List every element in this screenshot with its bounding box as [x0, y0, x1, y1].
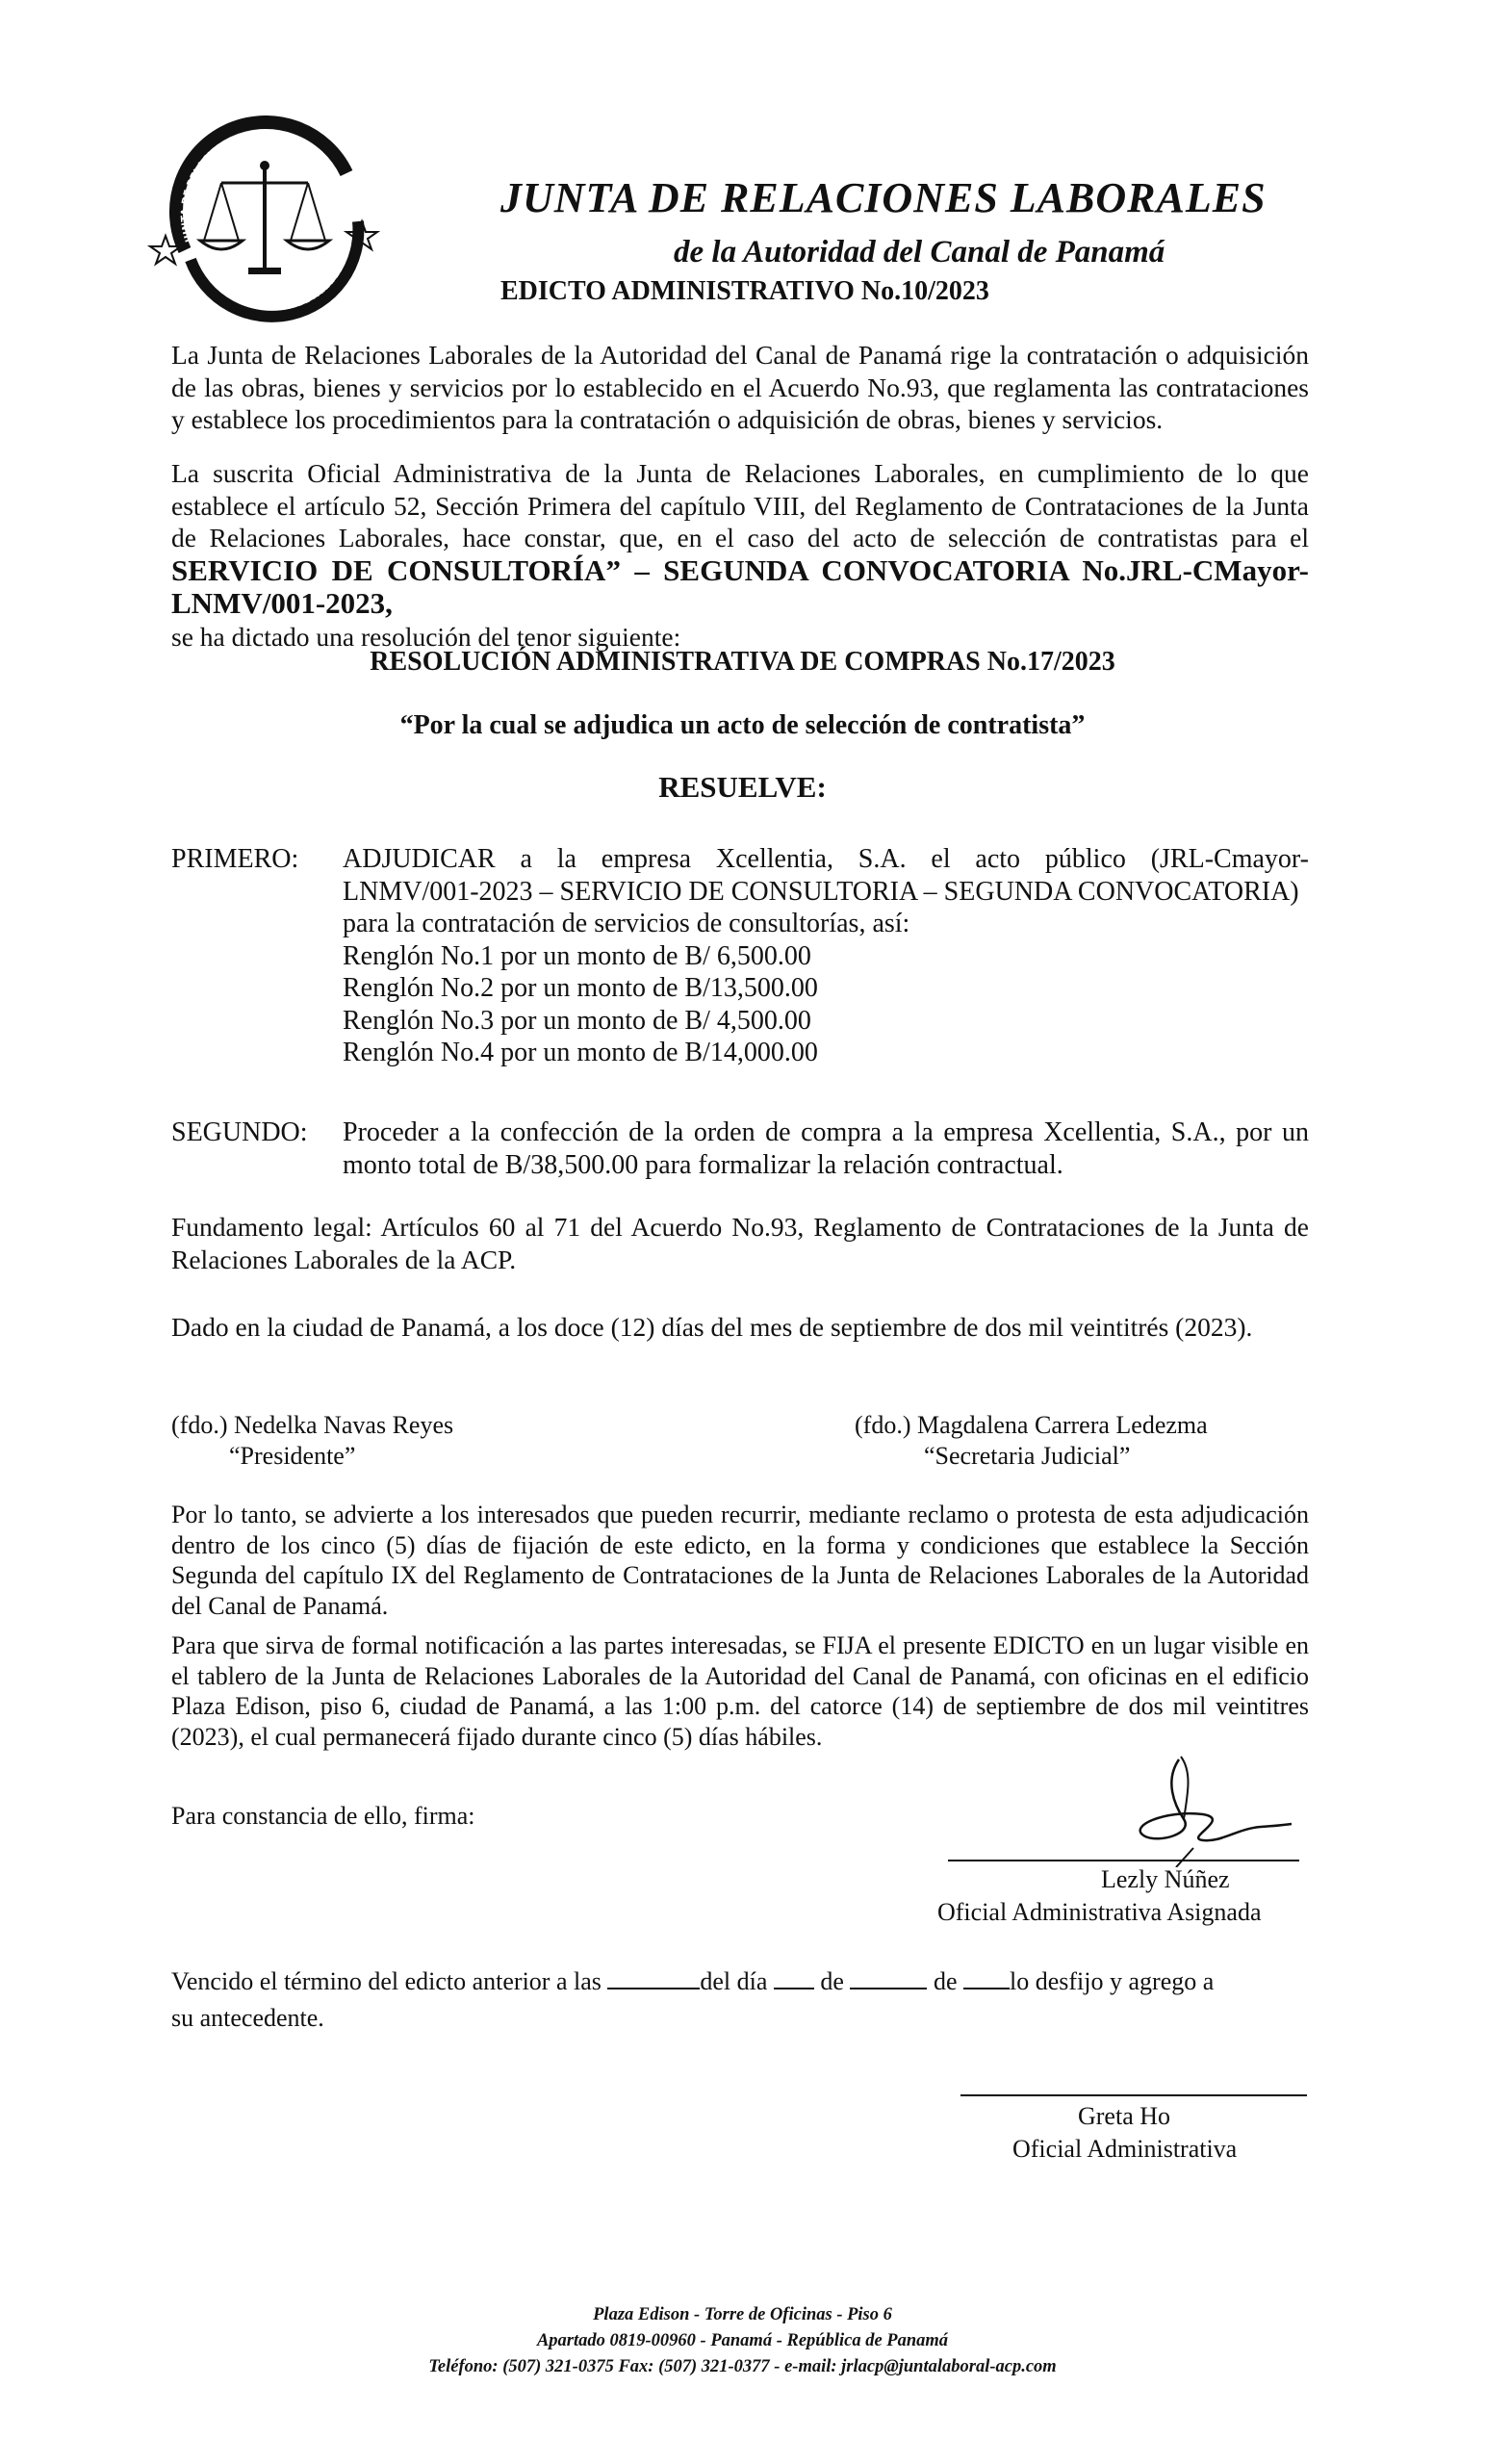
removal-text: Vencido el término del edicto anterior a las [171, 1967, 602, 1995]
footer-contact: Teléfono: (507) 321-0375 Fax: (507) 321-0377 - e-mail: jrlacp@juntalaboral-acp.com [428, 2357, 1057, 2376]
service-name: SERVICIO DE CONSULTORÍA” – SEGUNDA CONVOCATORIA No.JRL-CMayor-LNMV/001-2023, [171, 552, 1309, 620]
renglon-item: Renglón No.1 por un monto de B/ 6,500.00 [343, 940, 811, 971]
signer-role: Oficial Administrativa [1012, 2135, 1238, 2163]
segundo-label: SEGUNDO: [171, 1117, 308, 1147]
attestation-line: Para constancia de ello, firma: [171, 1802, 475, 1830]
footer-address: Plaza Edison - Torre de Oficinas - Piso 6 [593, 2305, 892, 2324]
notice-paragraph: Por lo tanto, se advierte a los interesados que pueden recurrir, mediante reclamo o protesta de esta adjudicación dentro de los cinco (5) días de fijación de este edicto, en la forma y condiciones que establece la Sección Segunda del capítulo IX del Reglamento de Contrataciones de la Junta de Relaciones Laborales de la Autoridad del Canal de Panamá. [171, 1501, 1309, 1620]
signature-line [960, 2094, 1307, 2096]
removal-text: de [820, 1967, 844, 1995]
signer-role: Oficial Administrativa Asignada [937, 1898, 1262, 1926]
signature-line [948, 1860, 1299, 1861]
removal-text: lo desfijo y agrego a [1010, 1967, 1215, 1995]
resuelve-heading: RESUELVE: [658, 770, 827, 804]
segundo-body: Proceder a la confección de la orden de compra a la empresa Xcellentia, S.A., por un monto total de B/38,500.00 para formalizar la relación contractual. [343, 1117, 1309, 1180]
posting-paragraph: Para que sirva de formal notificación a las partes interesadas, se FIJA el presente EDICTO en un lugar visible en el tablero de la Junta de Relaciones Laborales de la Autoridad del Canal de Panamá, con oficinas en el edificio Plaza Edison, piso 6, ciudad de Panamá, a las 1:00 p.m. del catorce (14) de septiembre de dos mil veintitres (2023), el cual permanecerá fijado durante cinco (5) días hábiles. [171, 1631, 1309, 1751]
footer [0, 2302, 1485, 2380]
blank-month-field [850, 1968, 927, 1989]
signatory-name: (fdo.) Nedelka Navas Reyes [171, 1411, 454, 1439]
signatory-role: “Secretaria Judicial” [924, 1442, 1131, 1470]
primero-line-1: ADJUDICAR a la empresa Xcellentia, S.A. el acto público (JRL-Cmayor- [343, 844, 1309, 874]
primero-line-2: LNMV/001-2023 – SERVICIO DE CONSULTORIA – SEGUNDA CONVOCATORIA) [343, 876, 1299, 907]
primero-body [343, 843, 1309, 1069]
resolution-title: RESOLUCIÓN ADMINISTRATIVA DE COMPRAS No.17/2023 [370, 647, 1115, 677]
removal-record [171, 1964, 1309, 2037]
intro-paragraph-1: La Junta de Relaciones Laborales de la Autoridad del Canal de Panamá rige la contratación o adquisición de las obras, bienes y servicios por lo establecido en el Acuerdo No.93, que reglamenta las contrataciones y establece los procedimientos para la contratación o adquisición de obras, bienes y servicios. [171, 340, 1309, 434]
seal-bottom-text: AUTORIDAD DEL CANAL DE PANAMÁ [199, 257, 345, 314]
intro-paragraph-2-text: La suscrita Oficial Administrativa de la Junta de Relaciones Laborales, en cumplimiento de lo que establece el artículo 52, Sección Primera del capítulo VIII, del Reglamento de Contrataciones de la Junta de Relaciones Laborales, hace constar, que, en el caso del acto de selección de contratistas para el [171, 458, 1309, 552]
primero-line-3: para la contratación de servicios de consultorías, así: [343, 909, 910, 938]
removal-text: su antecedente. [171, 2004, 324, 2032]
signer-name: Greta Ho [1078, 2102, 1171, 2130]
intro-paragraph-2 [171, 457, 1309, 653]
date-statement: Dado en la ciudad de Panamá, a los doce (12) días del mes de septiembre de dos mil veintitrés (2023). [171, 1312, 1253, 1342]
page-subtitle: de la Autoridad del Canal de Panamá [674, 235, 1165, 270]
removal-text: del día [700, 1967, 768, 1995]
blank-day-field [774, 1968, 814, 1989]
intro-paragraph-2-tail: se ha dictado una resolución del tenor siguiente: [171, 621, 681, 652]
footer-po-box: Apartado 0819-00960 - Panamá - República de Panamá [536, 2331, 949, 2350]
signer-name: Lezly Núñez [1101, 1865, 1230, 1893]
removal-text: de [933, 1967, 958, 1995]
legal-basis: Fundamento legal: Artículos 60 al 71 del Acuerdo No.93, Reglamento de Contrataciones de la Junta de Relaciones Laborales de la ACP. [171, 1212, 1309, 1274]
edict-number: EDICTO ADMINISTRATIVO No.10/2023 [500, 276, 989, 306]
renglon-item: Renglón No.2 por un monto de B/13,500.00 [343, 973, 818, 1003]
primero-label: PRIMERO: [171, 844, 299, 874]
blank-time-field [607, 1968, 700, 1989]
seal-top-text: JUNTA DE RELACIONES LABORALES [180, 129, 309, 244]
handwritten-signature [1068, 1752, 1299, 1867]
institution-seal [144, 116, 385, 327]
renglon-item: Renglón No.3 por un monto de B/ 4,500.00 [343, 1005, 811, 1036]
signatory-role: “Presidente” [229, 1442, 356, 1470]
renglon-item: Renglón No.4 por un monto de B/14,000.00 [343, 1038, 818, 1067]
signatory-secretary [855, 1410, 1208, 1472]
resolution-quote: “Por la cual se adjudica un acto de selección de contratista” [399, 710, 1086, 740]
page-title: JUNTA DE RELACIONES LABORALES [500, 174, 1267, 221]
signatory-president [171, 1410, 453, 1472]
signatory-name: (fdo.) Magdalena Carrera Ledezma [855, 1411, 1208, 1439]
scales-of-justice-seal-graphic [144, 116, 385, 327]
blank-year-field [963, 1968, 1010, 1989]
